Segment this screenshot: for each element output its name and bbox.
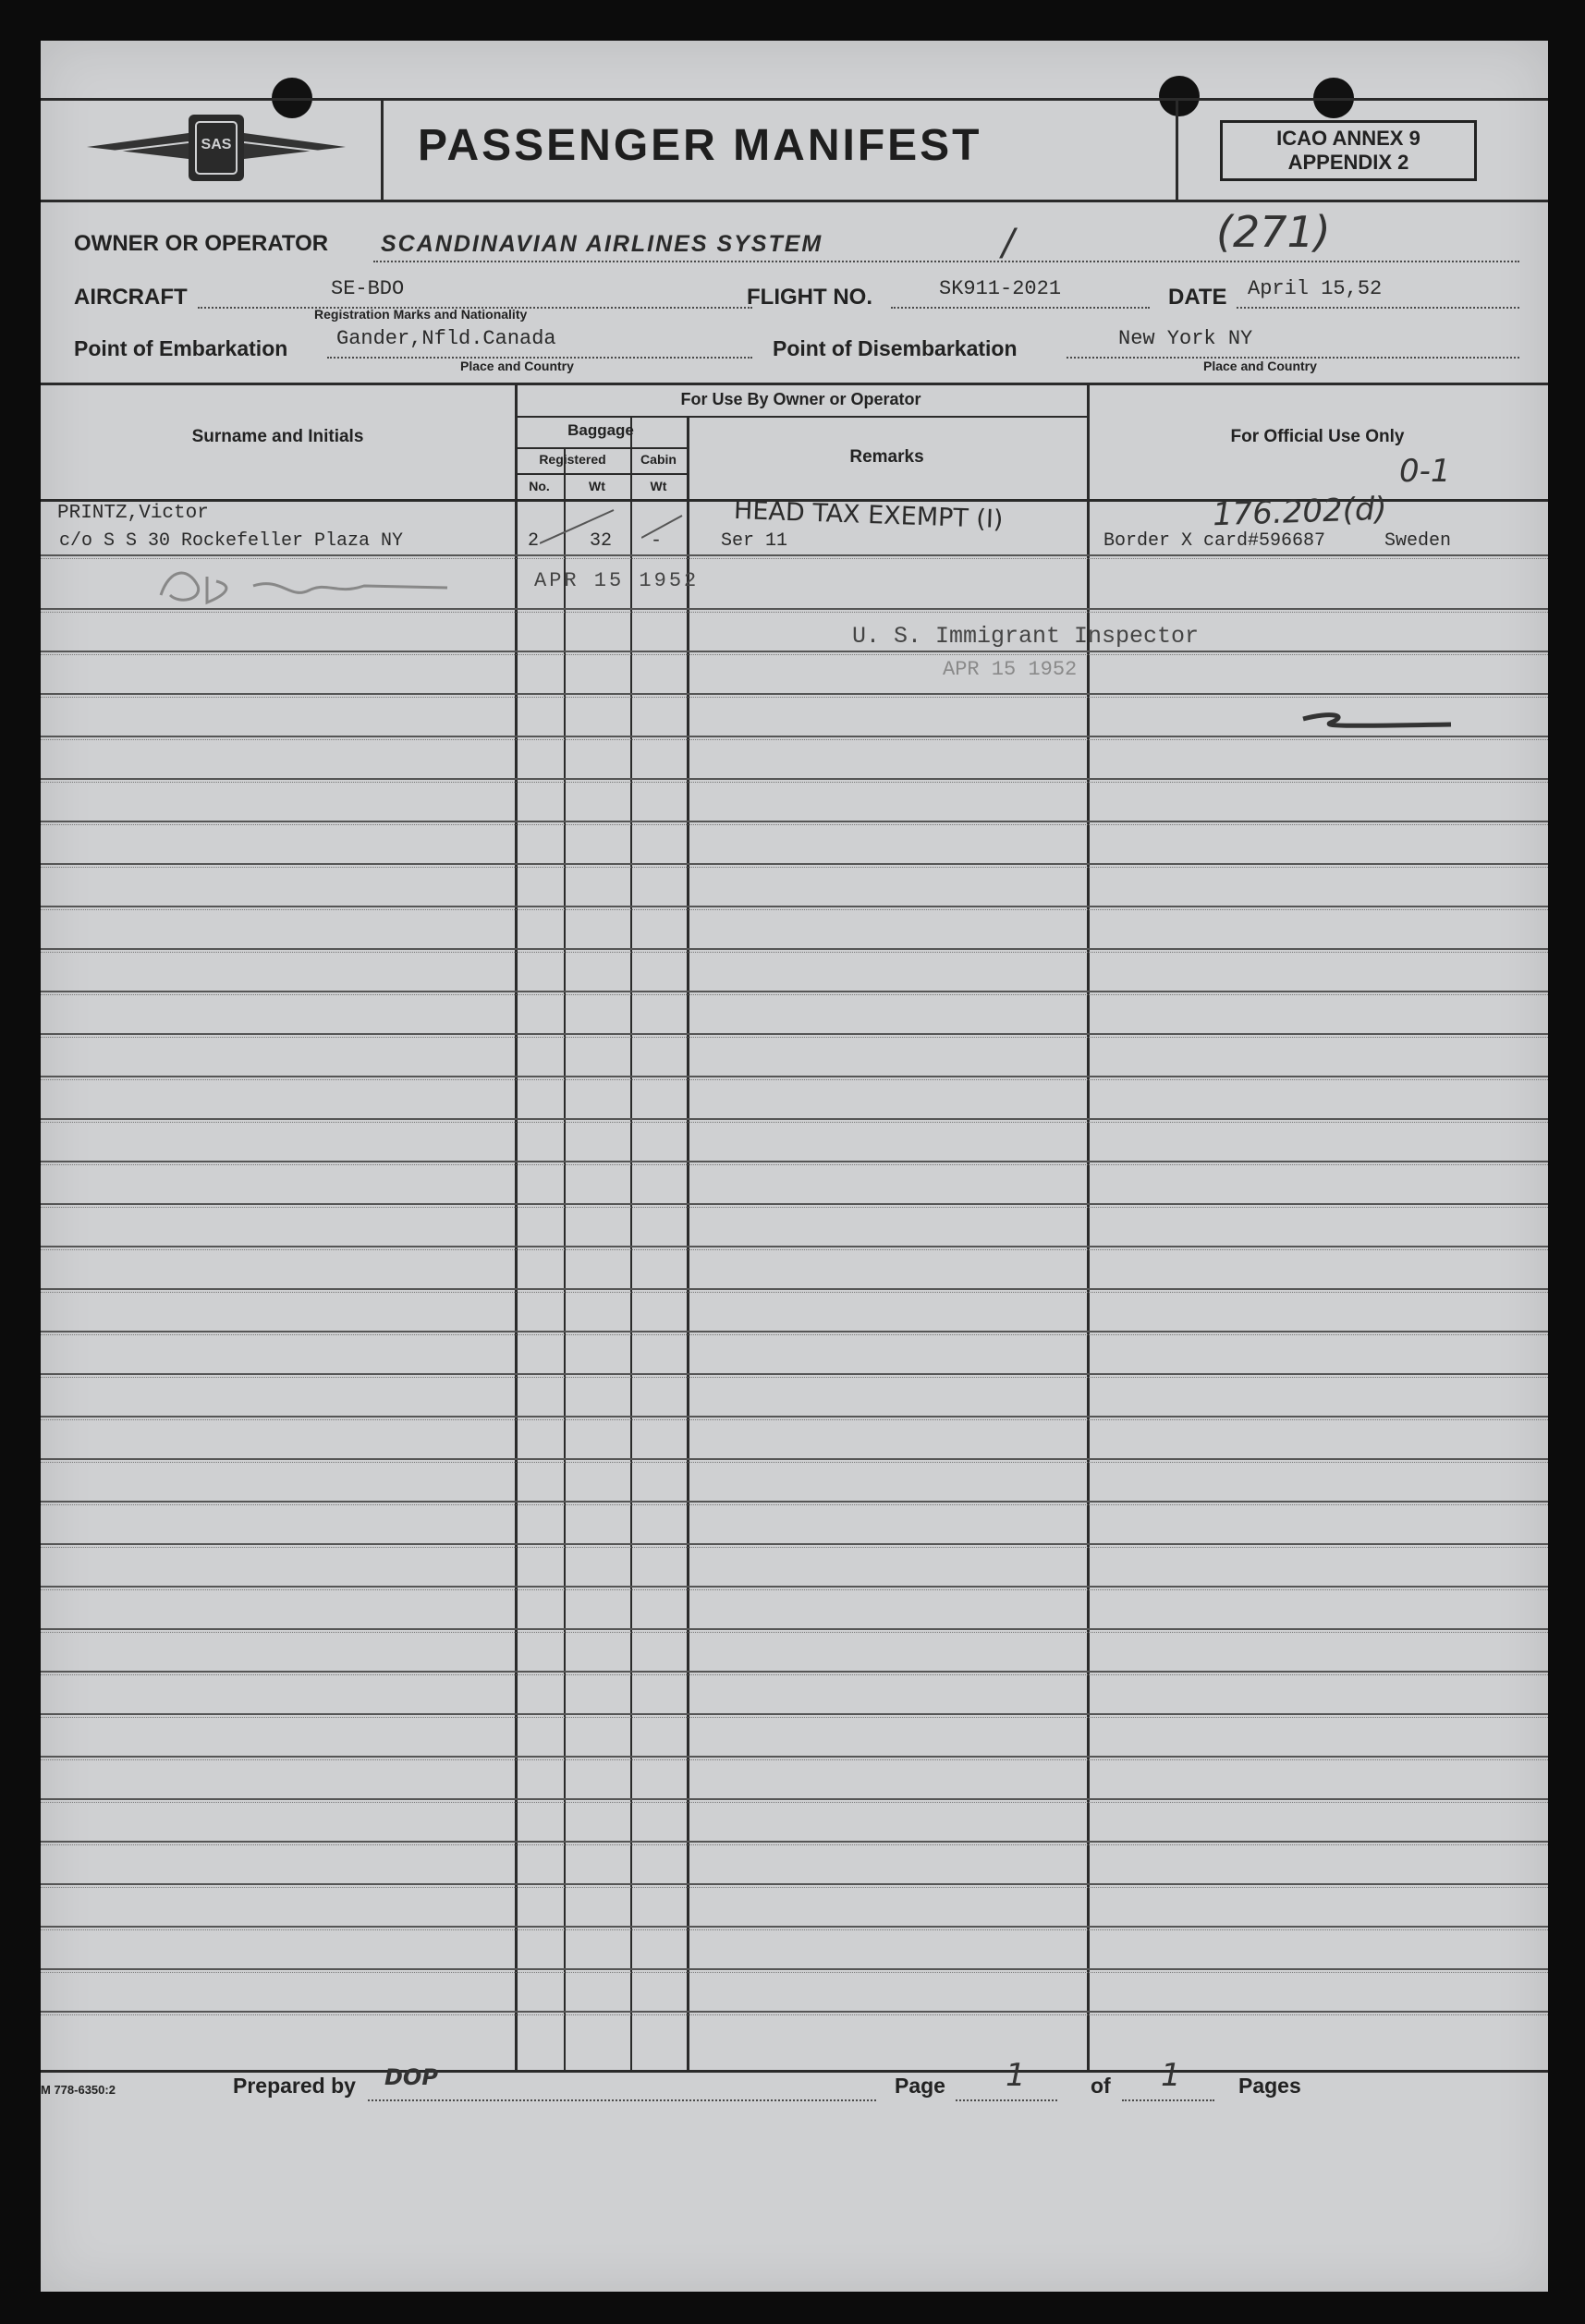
disembark-label: Point of Disembarkation (773, 336, 1018, 360)
icao-box (1220, 120, 1477, 181)
official-typed: Border X card#596687 (1103, 530, 1326, 552)
icao-line2: APPENDIX 2 (1287, 151, 1409, 174)
bag-no: 2 (528, 530, 540, 552)
remarks-typed: Ser 11 (721, 530, 788, 552)
owner-mark: / (1002, 222, 1015, 264)
col-cabin: Cabin (640, 452, 677, 467)
embark-value: Gander,Nfld.Canada (336, 327, 556, 350)
of-label: of (1091, 2074, 1111, 2098)
passenger-name: PRINTZ,Victor (57, 503, 209, 524)
owner-value: SCANDINAVIAN AIRLINES SYSTEM (381, 231, 823, 257)
prepared-label: Prepared by (233, 2074, 356, 2098)
aircraft-sub: Registration Marks and Nationality (314, 307, 528, 322)
initials-mark (1294, 710, 1460, 742)
owner-label: OWNER OR OPERATOR (74, 231, 329, 256)
pages-label: Pages (1238, 2074, 1301, 2098)
col-surname: Surname and Initials (191, 427, 364, 446)
owner-number: (271) (1216, 207, 1331, 257)
embark-sub: Place and Country (460, 359, 574, 373)
manifest-sheet (41, 41, 1548, 2292)
date-stamp-2: APR 15 1952 (943, 658, 1078, 681)
inspector-signature (152, 558, 466, 618)
form-number: M 778-6350:2 (41, 2083, 116, 2097)
page-label: Page (895, 2074, 945, 2098)
flight-value: SK911-2021 (939, 277, 1062, 300)
col-official: For Official Use Only (1230, 427, 1405, 446)
col-registered: Registered (539, 452, 606, 467)
passenger-address: c/o S S 30 Rockefeller Plaza NY (59, 530, 404, 552)
nationality: Sweden (1384, 530, 1452, 552)
disembark-value: New York NY (1118, 327, 1253, 350)
sas-logo (78, 105, 355, 190)
embark-label: Point of Embarkation (74, 336, 288, 360)
aircraft-value: SE-BDO (331, 277, 405, 300)
page-title: PASSENGER MANIFEST (418, 121, 982, 170)
aircraft-label: AIRCRAFT (74, 285, 188, 310)
col-no: No. (529, 479, 550, 493)
inspector-stamp: U. S. Immigrant Inspector (852, 623, 1200, 650)
col-baggage: Baggage (567, 421, 634, 439)
tick-mark (641, 512, 688, 544)
cabin-wt: - (651, 530, 663, 552)
prepared-value: DOP (384, 2064, 438, 2090)
page-value: 1 (1006, 2057, 1026, 2094)
flight-label: FLIGHT NO. (747, 285, 872, 310)
icao-line1: ICAO ANNEX 9 (1276, 127, 1420, 150)
punch-hole (1159, 76, 1200, 116)
date-value: April 15,52 (1248, 277, 1383, 300)
date-stamp: APR 15 1952 (534, 569, 700, 592)
date-label: DATE (1168, 285, 1227, 310)
col-cabin-wt: Wt (650, 479, 667, 493)
tick-mark (540, 508, 623, 550)
bag-wt: 32 (590, 530, 613, 552)
remarks-hand: HEAD TAX EXEMPT (I) (733, 495, 1004, 535)
col-remarks: Remarks (849, 447, 924, 467)
col-owner-use: For Use By Owner or Operator (680, 390, 921, 408)
logo-text: SAS (201, 137, 232, 152)
of-value: 1 (1161, 2057, 1181, 2094)
official-code: 0-1 (1399, 453, 1451, 490)
official-hand: 176.202(d) (1212, 490, 1388, 534)
disembark-sub: Place and Country (1203, 359, 1317, 373)
col-wt: Wt (589, 479, 605, 493)
